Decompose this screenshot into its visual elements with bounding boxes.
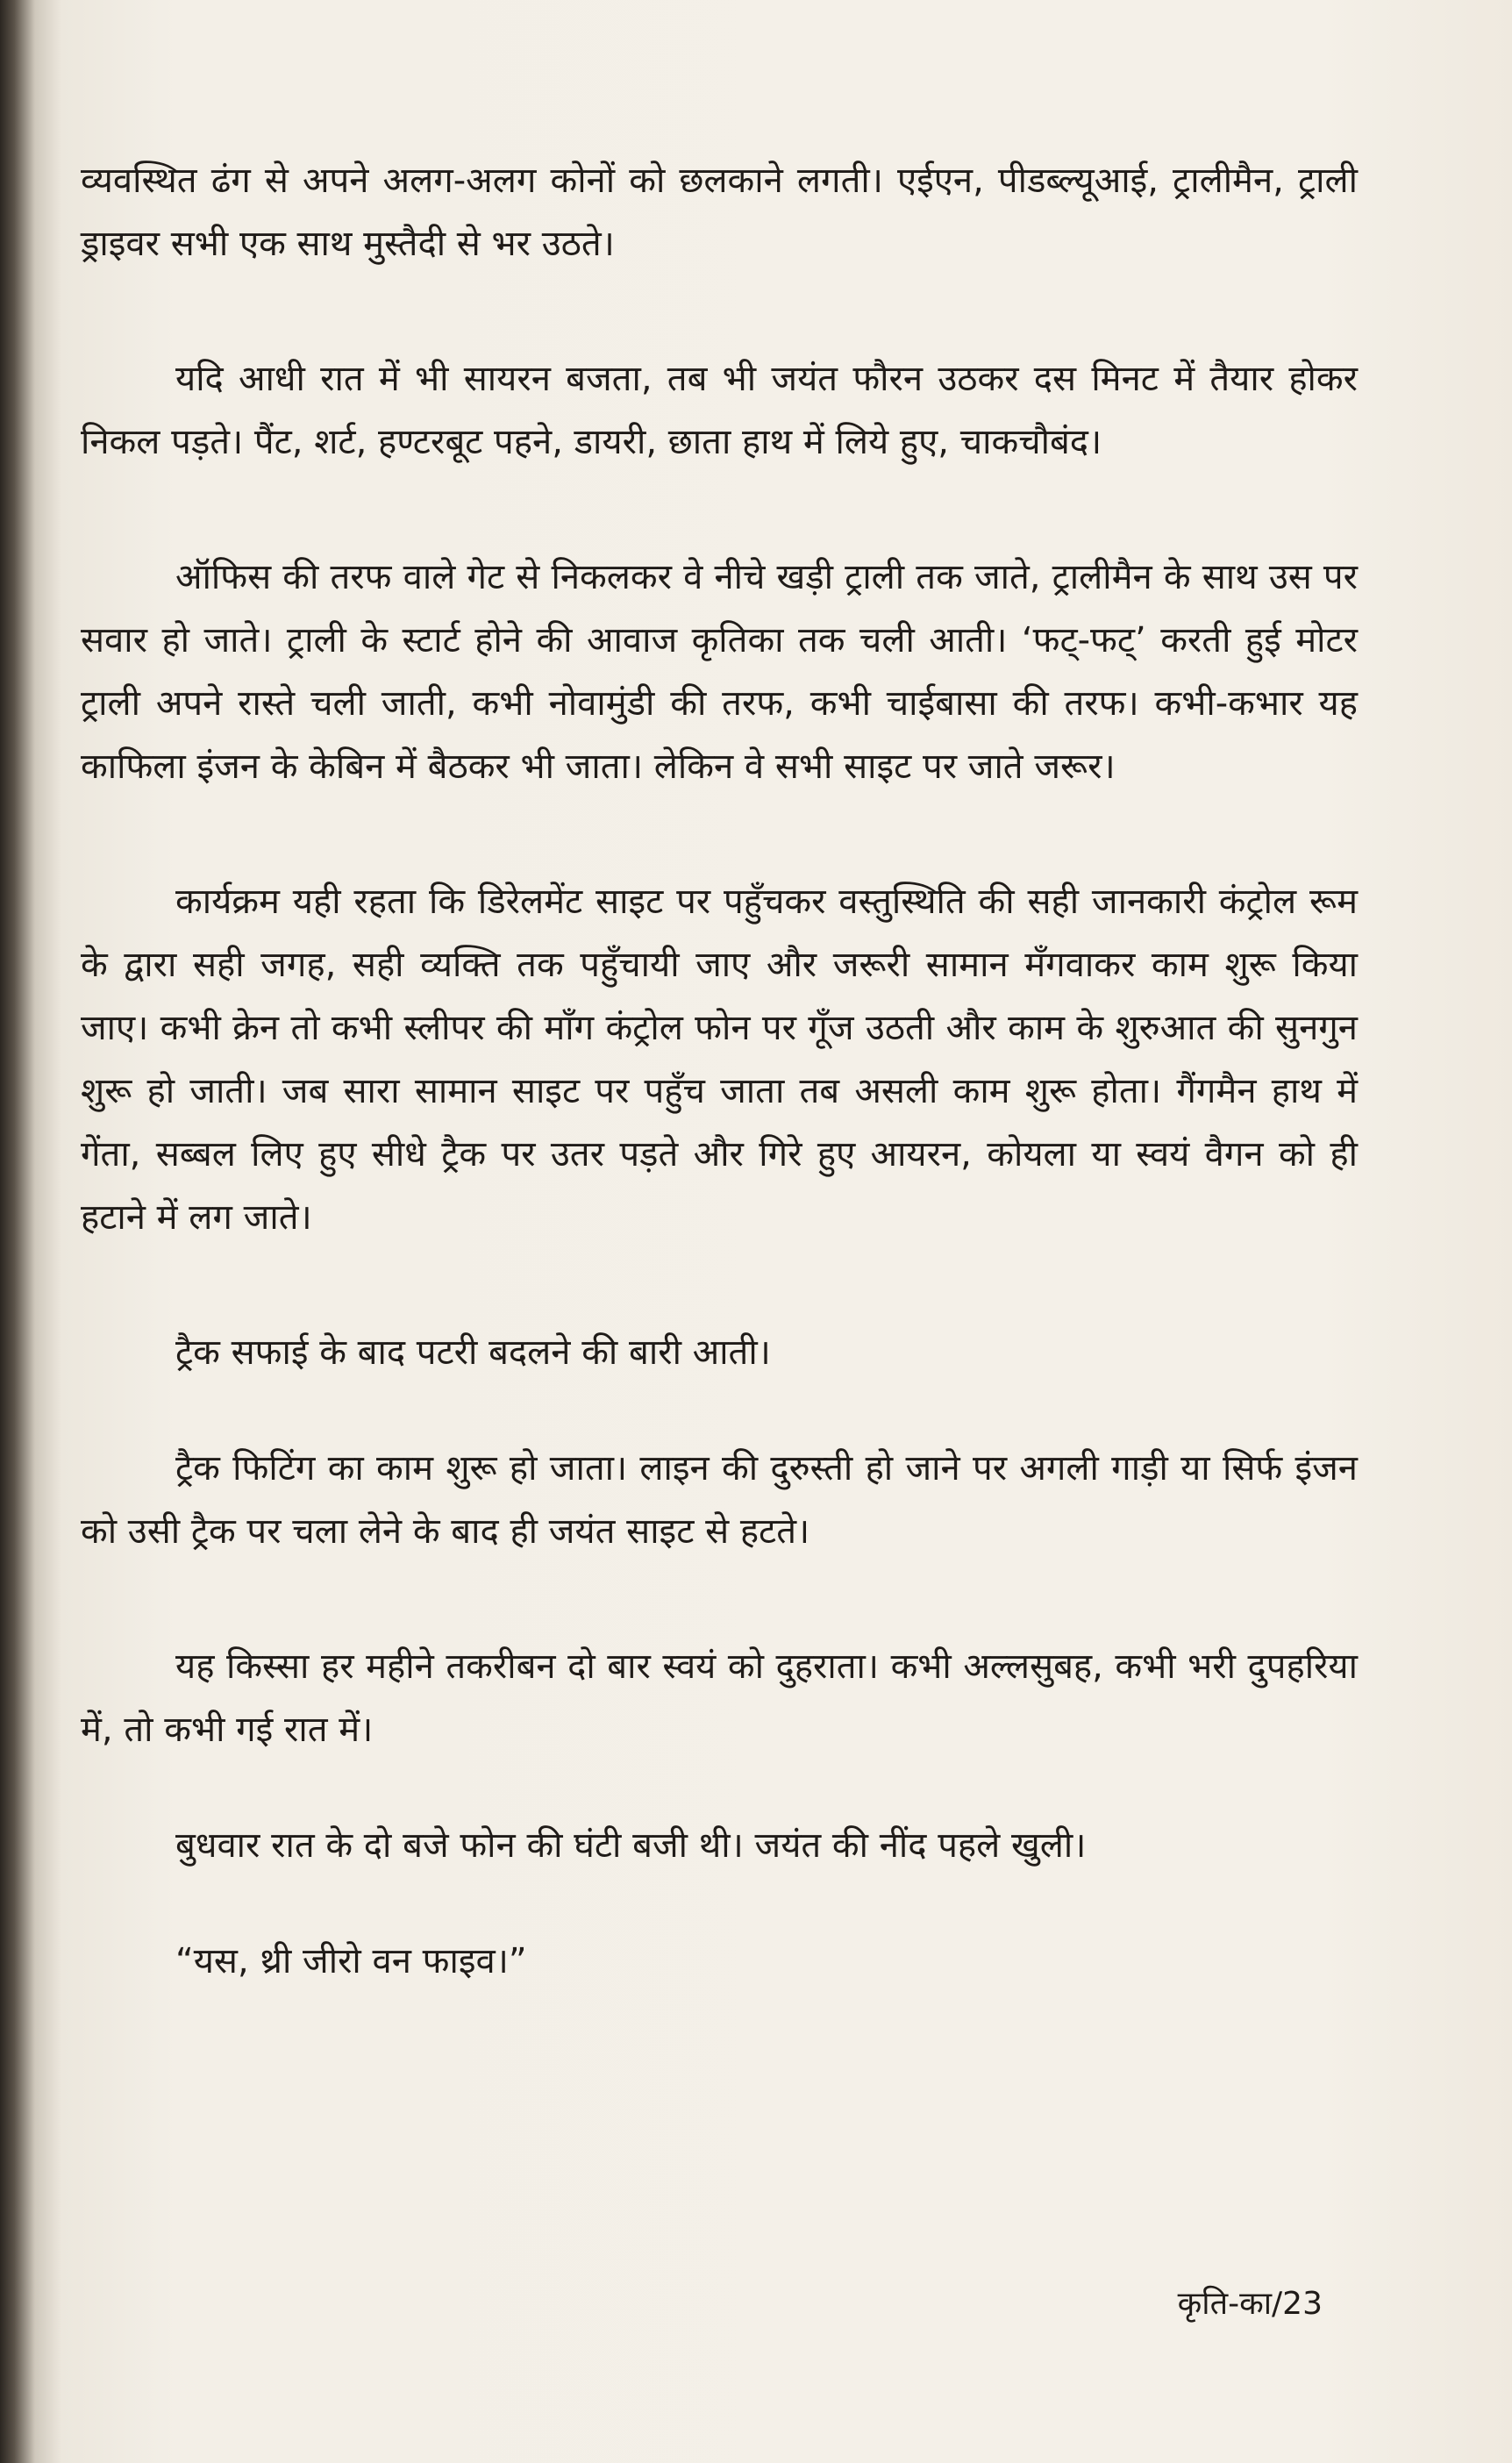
- paragraph-4: कार्यक्रम यही रहता कि डिरेलमेंट साइट पर पहुँचकर वस्तुस्थिति की सही जानकारी कंट्रोल रूम के द्वारा सही जगह, सही व्यक्ति तक पहुँचायी जाए और जरूरी सामान मँगवाकर काम शुरू किया जाए। कभी क्रेन तो कभी स्लीपर की माँग कंट्रोल फोन पर गूँज उठती और काम के शुरुआत की सुनगुन शुरू हो जाती। जब सारा सामान साइट पर पहुँच जाता तब असली काम शुरू होता। गैंगमैन हाथ में गेंता, सब्बल लिए हुए सीधे ट्रैक पर उतर पड़ते और गिरे हुए आयरन, कोयला या स्वयं वैगन को ही हटाने में लग जाते।: [81, 882, 1358, 1238]
- body-text: [81, 149, 1358, 2045]
- paragraph-3: ऑफिस की तरफ वाले गेट से निकलकर वे नीचे खड़ी ट्राली तक जाते, ट्रालीमैन के साथ उस पर सवार हो जाते। ट्राली के स्टार्ट होने की आवाज कृतिका तक चली आती। ‘फट्-फट्’ करती हुई मोटर ट्राली अपने रास्ते चली जाती, कभी नोवामुंडी की तरफ, कभी चाईबासा की तरफ। कभी-कभार यह काफिला इंजन के केबिन में बैठकर भी जाता। लेकिन वे सभी साइट पर जाते जरूर।: [81, 557, 1358, 787]
- paragraph-6: ट्रैक फिटिंग का काम शुरू हो जाता। लाइन की दुरुस्ती हो जाने पर अगली गाड़ी या सिर्फ इंजन को उसी ट्रैक पर चला लेने के बाद ही जयंत साइट से हटते।: [81, 1448, 1358, 1552]
- paragraph-5: ट्रैक सफाई के बाद पटरी बदलने की बारी आती।: [175, 1332, 771, 1373]
- paragraph-1: व्यवस्थित ढंग से अपने अलग-अलग कोनों को छलकाने लगती। एईएन, पीडब्ल्यूआई, ट्रालीमैन, ट्राली ड्राइवर सभी एक साथ मुस्तैदी से भर उठते।: [81, 161, 1358, 264]
- paragraph-8: बुधवार रात के दो बजे फोन की घंटी बजी थी। जयंत की नींद पहले खुली।: [175, 1825, 1087, 1866]
- paragraph-9: “यस, थ्री जीरो वन फाइव।”: [175, 1941, 527, 1981]
- page-number: कृति-का/23: [1177, 2286, 1323, 2322]
- paragraph-2: यदि आधी रात में भी सायरन बजता, तब भी जयंत फौरन उठकर दस मिनट में तैयार होकर निकल पड़ते। पैंट, शर्ट, हण्टरबूट पहने, डायरी, छाता हाथ में लिये हुए, चाकचौबंद।: [81, 359, 1358, 462]
- paragraph-7: यह किस्सा हर महीने तकरीबन दो बार स्वयं को दुहराता। कभी अल्लसुबह, कभी भरी दुपहरिया में, तो कभी गई रात में।: [81, 1646, 1358, 1750]
